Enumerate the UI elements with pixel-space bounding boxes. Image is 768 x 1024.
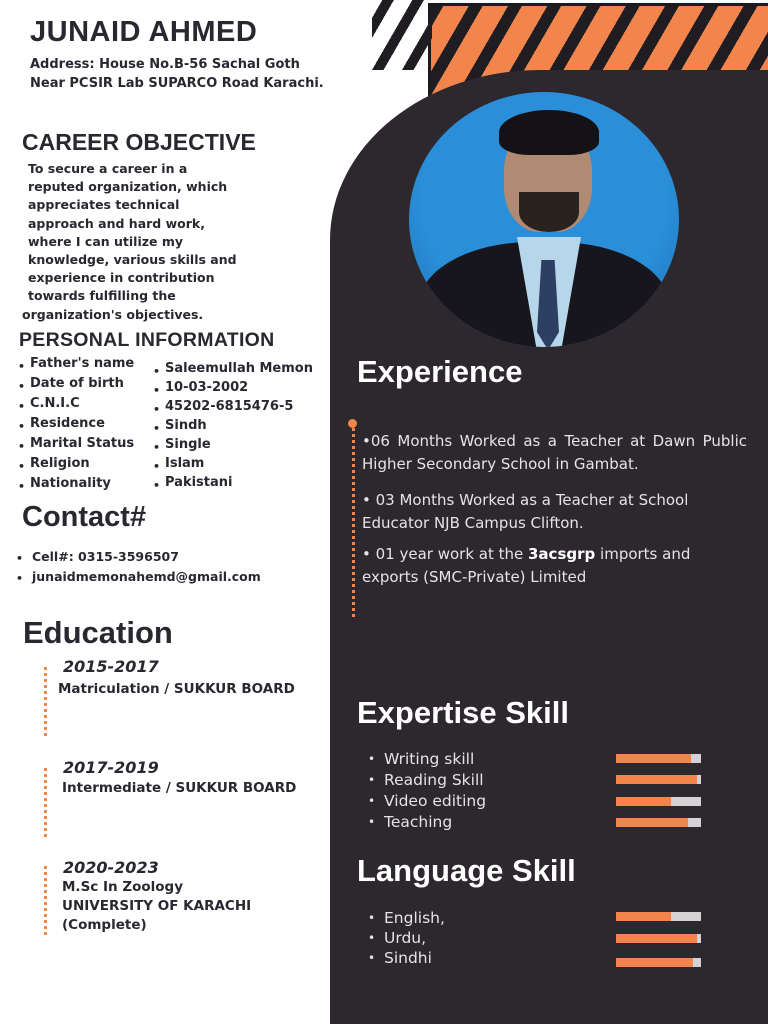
person-name: JUNAID AHMED xyxy=(30,16,258,48)
education-years: 2017-2019 xyxy=(63,758,159,777)
language-skill-list xyxy=(368,908,445,968)
personal-information-heading: PERSONAL INFORMATION xyxy=(19,329,275,351)
pi-value: • Pakistani xyxy=(153,473,313,492)
education-degree: Matriculation / SUKKUR BOARD xyxy=(58,681,295,697)
expertise-skill-heading: Expertise Skill xyxy=(357,695,569,730)
skill-level-bar xyxy=(616,754,701,763)
pi-label: • Marital Status xyxy=(18,434,134,454)
language-level-bar xyxy=(616,958,701,967)
pi-value: • 10-03-2002 xyxy=(153,378,313,397)
pi-value: • 45202-6815476-5 xyxy=(153,397,313,416)
address: Address: House No.B-56 Sachal Goth Near PCSIR Lab SUPARCO Road Karachi. xyxy=(30,57,324,91)
profile-photo xyxy=(405,88,683,351)
experience-heading: Experience xyxy=(357,354,523,389)
education-years: 2015-2017 xyxy=(63,657,159,676)
experience-timeline-dot xyxy=(348,419,357,428)
experience-timeline xyxy=(352,428,355,620)
pi-label: • Nationality xyxy=(18,474,134,494)
pi-label: • Father's name xyxy=(18,354,134,374)
pi-label: • C.N.I.C xyxy=(18,394,134,414)
language-name: • Sindhi xyxy=(368,948,445,968)
language-name: • Urdu, xyxy=(368,928,445,948)
phone-number: • Cell#: 0315-3596507 xyxy=(16,547,261,567)
pi-value: • Islam xyxy=(153,454,313,473)
language-level-bar xyxy=(616,912,701,921)
education-degree: Intermediate / SUKKUR BOARD xyxy=(62,780,297,796)
education-degree: M.Sc In Zoology UNIVERSITY OF KARACHI (Complete) xyxy=(62,879,252,933)
career-objective-heading: CAREER OBJECTIVE xyxy=(22,129,256,155)
education-timeline-2 xyxy=(44,768,47,838)
pi-value: • Saleemullah Memon xyxy=(153,359,313,378)
skill-name: • Video editing xyxy=(368,791,486,812)
email-address: • junaidmemonahemd@gmail.com xyxy=(16,567,261,587)
skill-level-bar xyxy=(616,818,701,827)
pi-label: • Residence xyxy=(18,414,134,434)
language-name: • English, xyxy=(368,908,445,928)
pi-value: • Single xyxy=(153,435,313,454)
language-skill-heading: Language Skill xyxy=(357,853,576,888)
pi-label: • Date of birth xyxy=(18,374,134,394)
skill-level-bar xyxy=(616,797,701,806)
skill-level-bar xyxy=(616,775,701,784)
expertise-skill-list xyxy=(368,749,486,833)
personal-info-values xyxy=(153,359,313,492)
contact-list xyxy=(16,547,261,587)
language-level-bar xyxy=(616,934,701,943)
career-objective-text: To secure a career in a reputed organization, which appreciates technical approach and hard work, where I can utilize my knowledge, various skills and experience in contribution towards fulfilling the organization's objectives. xyxy=(22,161,237,322)
contact-heading: Contact# xyxy=(22,501,147,533)
education-heading: Education xyxy=(23,615,173,650)
experience-item: •06 Months Worked as a Teacher at Dawn Public Higher Secondary School in Gambat. xyxy=(362,432,747,473)
education-timeline-1 xyxy=(44,667,47,739)
education-years: 2020-2023 xyxy=(63,858,159,877)
pi-label: • Religion xyxy=(18,454,134,474)
personal-info-labels xyxy=(18,354,134,494)
experience-item: • 03 Months Worked as a Teacher at School Educator NJB Campus Clifton. xyxy=(362,491,689,532)
skill-name: • Reading Skill xyxy=(368,770,486,791)
skill-name: • Teaching xyxy=(368,812,486,833)
education-timeline-3 xyxy=(44,866,47,938)
experience-item: • 01 year work at the 3acsgrp imports and exports (SMC-Private) Limited xyxy=(362,545,691,586)
pi-value: • Sindh xyxy=(153,416,313,435)
decorative-slash-stripes xyxy=(372,0,432,70)
skill-name: • Writing skill xyxy=(368,749,486,770)
